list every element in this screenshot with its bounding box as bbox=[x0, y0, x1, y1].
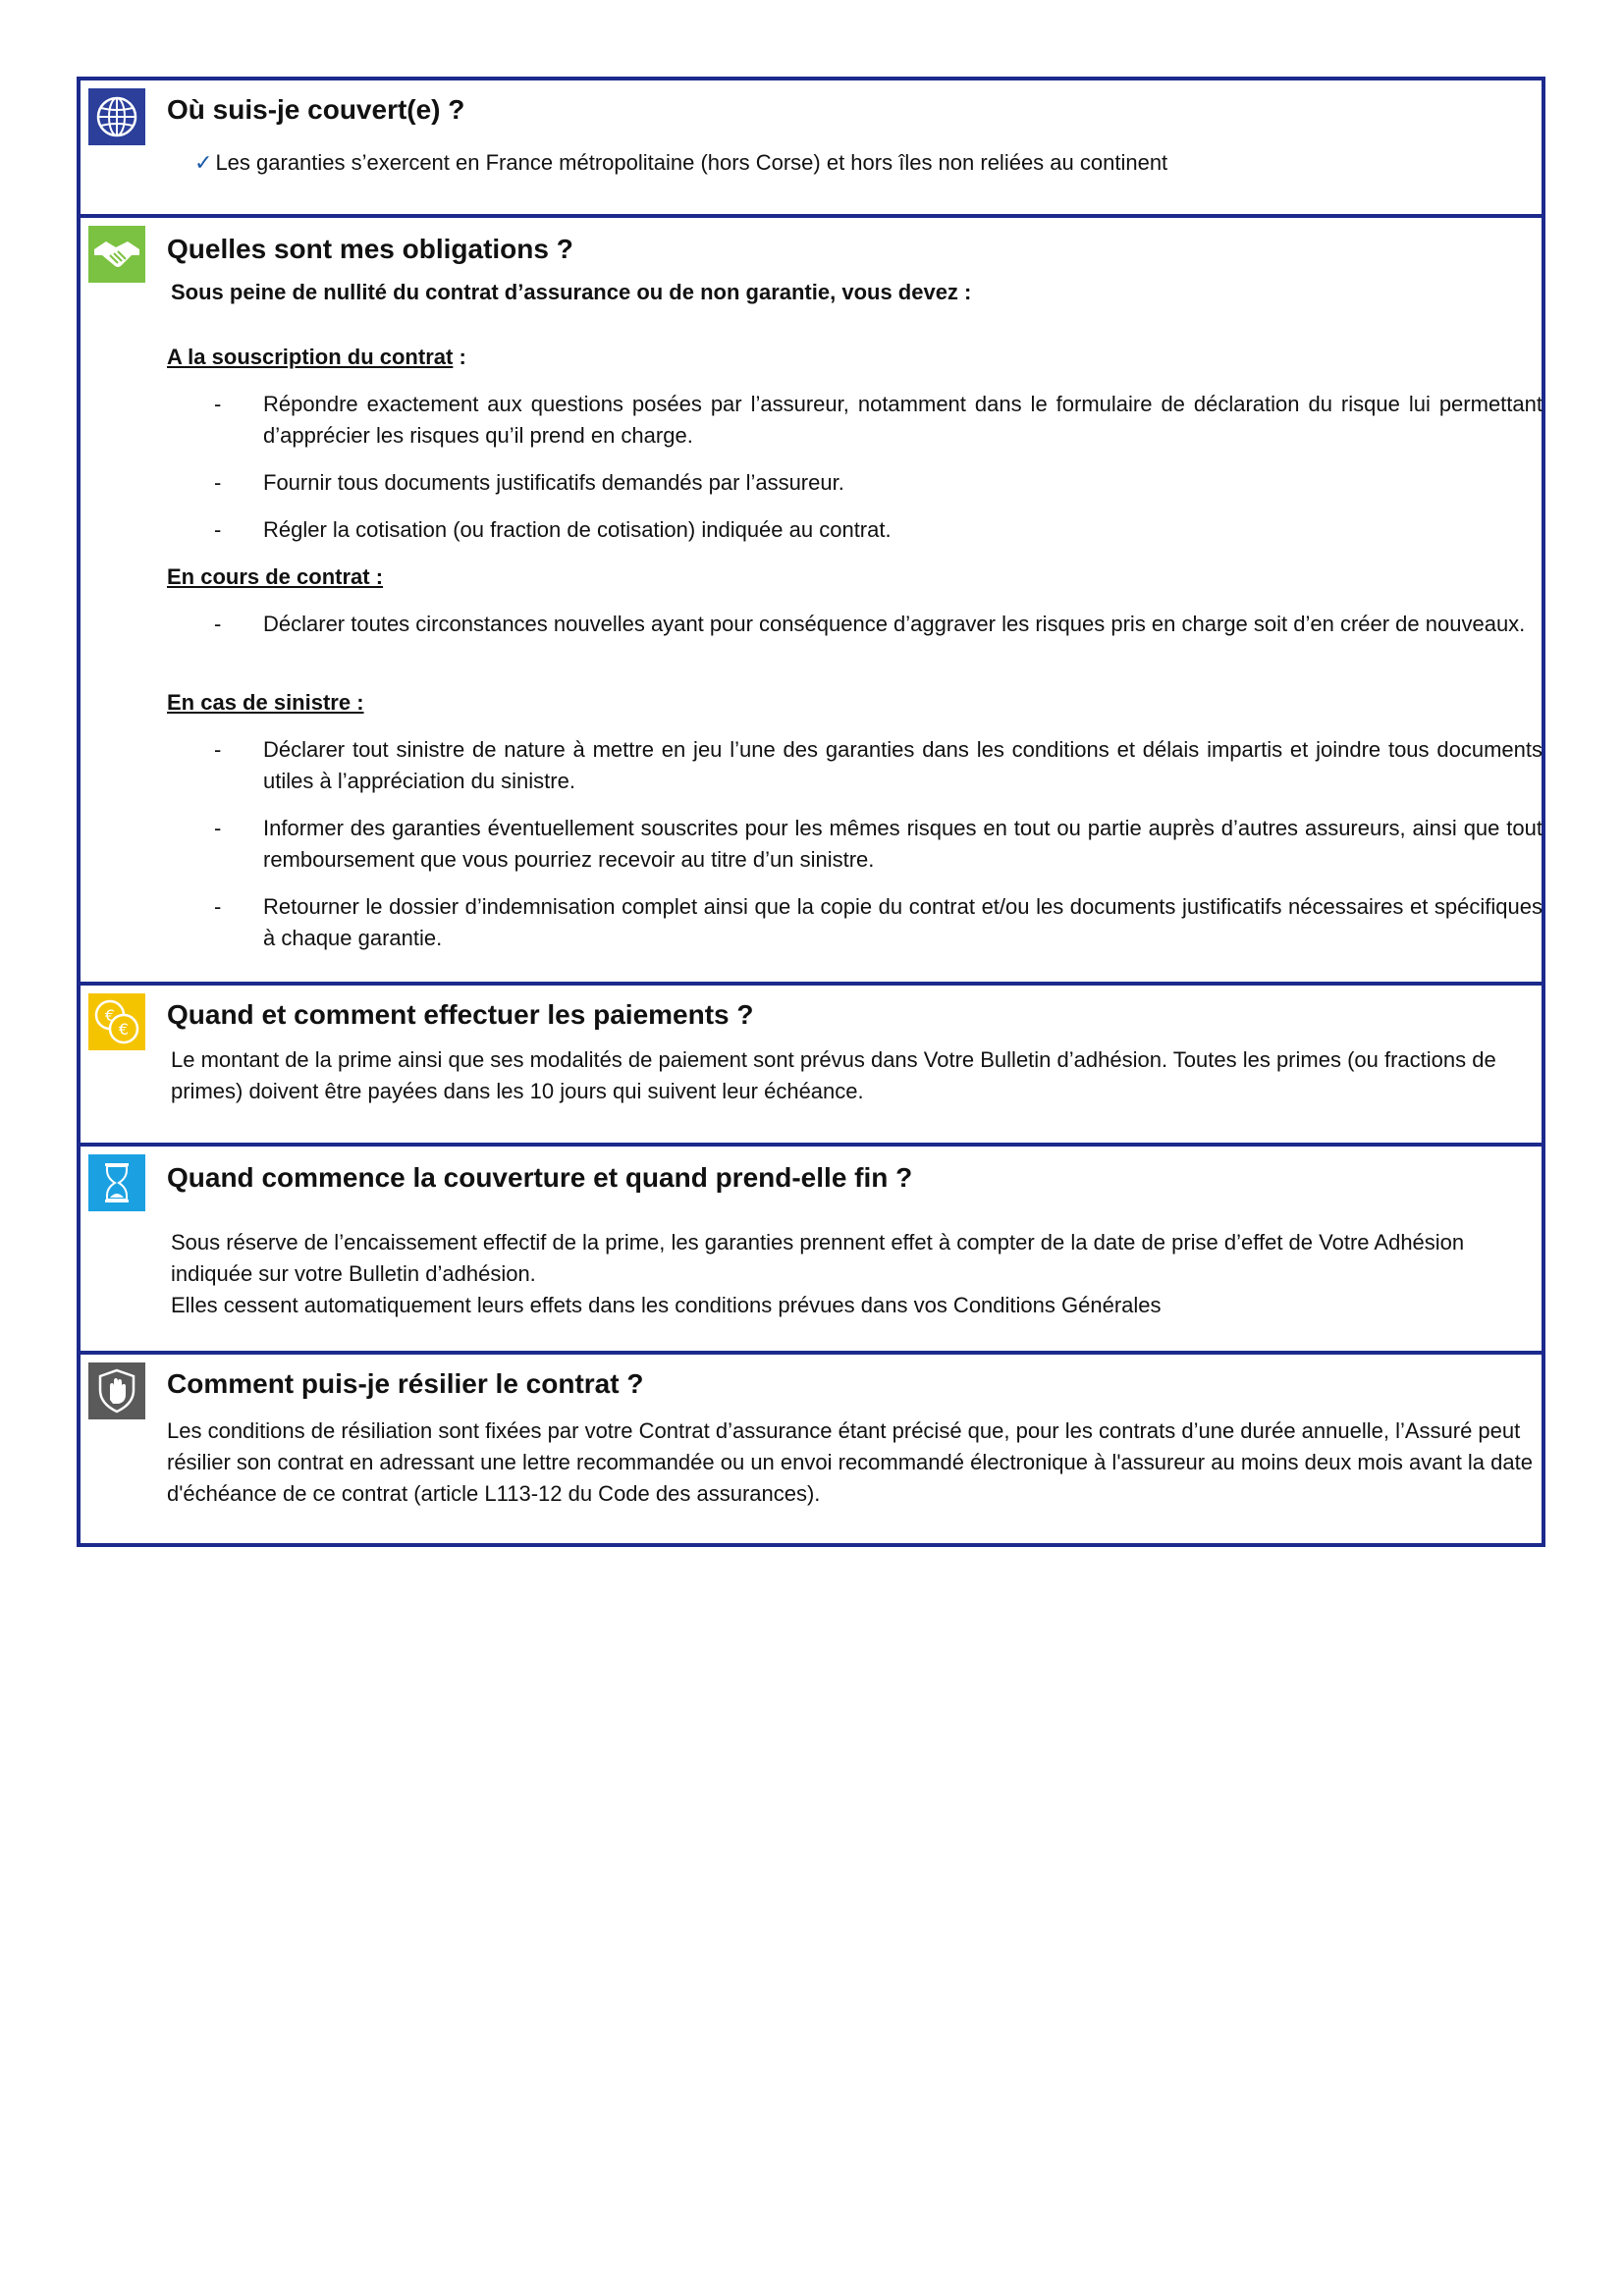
payments-text: Le montant de la prime ainsi que ses modalités de paiement sont prévus dans Votre Bulletin d’adhésion. Toutes les primes (ou fractions de primes) doivent être payées dans les 10 jours qui suivent leur échéance. bbox=[171, 1047, 1496, 1103]
section-payments bbox=[81, 986, 1542, 1147]
termination-text: Les conditions de résiliation sont fixées par votre Contrat d’assurance étant précisé que, pour les contrats d’une durée annuelle, l’Assuré peut résilier son contrat en adressant une lettre recommandée ou un envoi recommandé électronique à l'assureur au moins deux mois avant la date d'échéance de ce contrat (article L113-12 du Code des assurances). bbox=[167, 1418, 1533, 1506]
section-coverage-period bbox=[81, 1147, 1542, 1355]
globe-icon bbox=[88, 88, 145, 145]
section-coverage-area bbox=[81, 80, 1542, 218]
section-title: Quand commence la couverture et quand prend-elle fin ? bbox=[167, 1162, 913, 1193]
subheading-subscription: A la souscription du contrat : bbox=[167, 345, 466, 369]
obligations-intro: Sous peine de nullité du contrat d’assurance ou de non garantie, vous devez : bbox=[171, 280, 972, 304]
check-icon: ✓ bbox=[194, 150, 213, 175]
shield-hand-icon bbox=[88, 1362, 145, 1419]
section-title: Où suis-je couvert(e) ? bbox=[167, 94, 465, 125]
svg-text:€: € bbox=[118, 1020, 130, 1039]
euro-coins-icon bbox=[88, 993, 145, 1050]
section-title: Quand et comment effectuer les paiements ? bbox=[167, 999, 754, 1030]
subheading-claim: En cas de sinistre : bbox=[167, 690, 364, 715]
section-title: Quelles sont mes obligations ? bbox=[167, 234, 573, 264]
coverage-text: ✓ Les garanties s’exercent en France métropolitaine (hors Corse) et hors îles non reliées au continent bbox=[194, 150, 1168, 175]
section-title: Comment puis-je résilier le contrat ? bbox=[167, 1368, 644, 1399]
section-termination bbox=[81, 1355, 1542, 1543]
svg-text:€: € bbox=[104, 1006, 116, 1025]
document-frame bbox=[77, 77, 1545, 1547]
section-obligations: Quelles sont mes obligations ? Sous peine de nullité du contrat d’assurance ou de non garantie, vous devez : A la souscription du contrat : - Répondre exactement aux questions posées par l’assureur, notamment dans le formulaire de déclaration du risque lui permettant d’apprécier les risques qu’il prend en charge. - Fournir tous documents justificatifs demandés par l’assureur. - Régler la cotisation (ou fraction de cotisation) indiquée au contrat. En cours de contrat : - Déclarer toutes circonstances nouvelles ayant pour conséquence d’aggraver les risques pris en charge soit d’en créer de nouveaux. En cas de sinistre : - Déclarer tout sinistre de nature à mettre en jeu l’une des garanties dans les conditions et délais impartis et joindre tous documents utiles à l’appréciation du sinistre. - Informer des garanties éventuellement souscrites pour les mêmes risques en tout ou partie auprès d’autres assureurs, ainsi que tout remboursement que vous pourriez recevoir au titre d’un sinistre. - Retourner le dossier d’indemnisation complet ainsi que la copie du contrat et/ou les documents justificatifs nécessaires et spécifiques à chaque garantie. bbox=[81, 218, 1542, 986]
subheading-during-contract: En cours de contrat : bbox=[167, 564, 384, 589]
hourglass-icon bbox=[88, 1154, 145, 1211]
handshake-icon bbox=[88, 226, 145, 283]
coverage-period-text: Sous réserve de l’encaissement effectif de la prime, les garanties prennent effet à compter de la date de prise d’effet de Votre Adhésion indiquée sur votre Bulletin d’adhésion. Elles cessent automatiquement leurs effets dans les conditions prévues dans vos Conditions Générales bbox=[171, 1230, 1465, 1317]
